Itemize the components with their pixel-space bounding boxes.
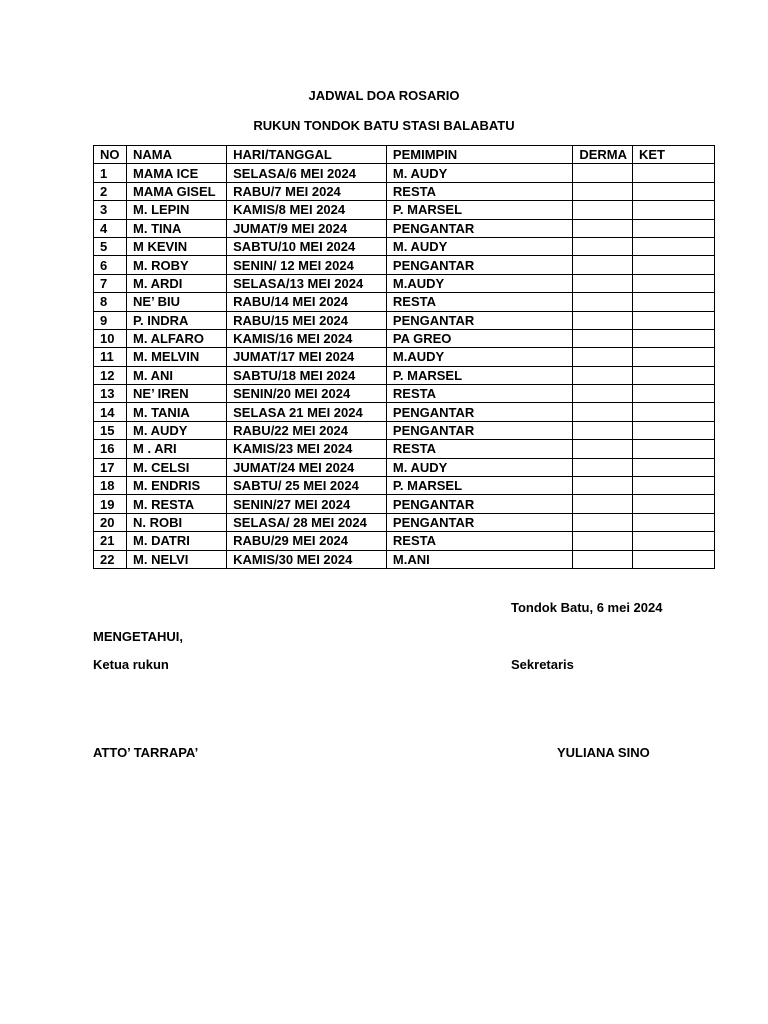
cell-pemimpin: PENGANTAR — [386, 403, 572, 421]
cell-no: 16 — [94, 440, 127, 458]
cell-hari-tanggal: JUMAT/17 MEI 2024 — [227, 348, 387, 366]
left-signatory-name: ATTO’ TARRAPA’ — [93, 745, 199, 760]
place-date: Tondok Batu, 6 mei 2024 — [511, 600, 663, 615]
cell-ket — [632, 385, 714, 403]
cell-no: 22 — [94, 550, 127, 568]
cell-nama: M. RESTA — [127, 495, 227, 513]
cell-no: 12 — [94, 366, 127, 384]
table-row — [94, 293, 715, 311]
cell-ket — [632, 201, 714, 219]
table-row — [94, 403, 715, 421]
cell-ket — [632, 421, 714, 439]
cell-derma — [573, 201, 633, 219]
cell-nama: NE’ IREN — [127, 385, 227, 403]
cell-pemimpin: RESTA — [386, 385, 572, 403]
cell-nama: M. NELVI — [127, 550, 227, 568]
cell-hari-tanggal: JUMAT/9 MEI 2024 — [227, 219, 387, 237]
cell-no: 7 — [94, 274, 127, 292]
column-header-nama: NAMA — [127, 146, 227, 164]
table-row — [94, 550, 715, 568]
table-header-row — [94, 146, 715, 164]
cell-derma — [573, 219, 633, 237]
cell-no: 14 — [94, 403, 127, 421]
cell-nama: M . ARI — [127, 440, 227, 458]
cell-pemimpin: PENGANTAR — [386, 421, 572, 439]
cell-derma — [573, 348, 633, 366]
cell-ket — [632, 256, 714, 274]
cell-no: 2 — [94, 182, 127, 200]
cell-hari-tanggal: RABU/15 MEI 2024 — [227, 311, 387, 329]
cell-hari-tanggal: KAMIS/16 MEI 2024 — [227, 329, 387, 347]
cell-pemimpin: M.ANI — [386, 550, 572, 568]
cell-no: 6 — [94, 256, 127, 274]
cell-pemimpin: RESTA — [386, 182, 572, 200]
cell-pemimpin: M. AUDY — [386, 164, 572, 182]
cell-derma — [573, 329, 633, 347]
cell-hari-tanggal: SENIN/20 MEI 2024 — [227, 385, 387, 403]
cell-nama: M. LEPIN — [127, 201, 227, 219]
cell-pemimpin: PENGANTAR — [386, 311, 572, 329]
cell-hari-tanggal: SELASA/6 MEI 2024 — [227, 164, 387, 182]
cell-ket — [632, 403, 714, 421]
cell-nama: M. DATRI — [127, 532, 227, 550]
table-body — [94, 164, 715, 569]
cell-derma — [573, 513, 633, 531]
cell-derma — [573, 440, 633, 458]
right-signatory-name: YULIANA SINO — [557, 745, 650, 760]
cell-pemimpin: M. AUDY — [386, 458, 572, 476]
cell-hari-tanggal: RABU/22 MEI 2024 — [227, 421, 387, 439]
cell-derma — [573, 293, 633, 311]
cell-derma — [573, 164, 633, 182]
cell-hari-tanggal: SABTU/18 MEI 2024 — [227, 366, 387, 384]
cell-pemimpin: RESTA — [386, 293, 572, 311]
cell-no: 19 — [94, 495, 127, 513]
cell-no: 10 — [94, 329, 127, 347]
table-row — [94, 421, 715, 439]
cell-pemimpin: M.AUDY — [386, 348, 572, 366]
column-header-hari-tanggal: HARI/TANGGAL — [227, 146, 387, 164]
cell-no: 18 — [94, 477, 127, 495]
cell-ket — [632, 164, 714, 182]
cell-no: 3 — [94, 201, 127, 219]
cell-hari-tanggal: KAMIS/30 MEI 2024 — [227, 550, 387, 568]
right-signatory-role: Sekretaris — [511, 657, 574, 672]
cell-pemimpin: PENGANTAR — [386, 513, 572, 531]
cell-derma — [573, 550, 633, 568]
cell-derma — [573, 385, 633, 403]
cell-ket — [632, 348, 714, 366]
cell-no: 8 — [94, 293, 127, 311]
table-row — [94, 164, 715, 182]
cell-nama: M. ALFARO — [127, 329, 227, 347]
cell-nama: NE’ BIU — [127, 293, 227, 311]
cell-derma — [573, 256, 633, 274]
cell-pemimpin: RESTA — [386, 440, 572, 458]
cell-nama: P. INDRA — [127, 311, 227, 329]
cell-pemimpin: PENGANTAR — [386, 495, 572, 513]
column-header-pemimpin: PEMIMPIN — [386, 146, 572, 164]
cell-derma — [573, 532, 633, 550]
cell-nama: M. ROBY — [127, 256, 227, 274]
cell-no: 11 — [94, 348, 127, 366]
table-row — [94, 532, 715, 550]
cell-derma — [573, 274, 633, 292]
left-signatory-role: Ketua rukun — [93, 657, 169, 672]
column-header-no: NO — [94, 146, 127, 164]
cell-hari-tanggal: KAMIS/8 MEI 2024 — [227, 201, 387, 219]
document-title: JADWAL DOA ROSARIO — [308, 88, 460, 103]
cell-nama: MAMA ICE — [127, 164, 227, 182]
cell-pemimpin: P. MARSEL — [386, 201, 572, 219]
table-row — [94, 329, 715, 347]
cell-pemimpin: PENGANTAR — [386, 219, 572, 237]
cell-nama: M. TANIA — [127, 403, 227, 421]
cell-pemimpin: PENGANTAR — [386, 256, 572, 274]
cell-nama: M. AUDY — [127, 421, 227, 439]
cell-hari-tanggal: RABU/14 MEI 2024 — [227, 293, 387, 311]
cell-ket — [632, 366, 714, 384]
cell-ket — [632, 477, 714, 495]
cell-no: 17 — [94, 458, 127, 476]
cell-hari-tanggal: SELASA/13 MEI 2024 — [227, 274, 387, 292]
cell-ket — [632, 329, 714, 347]
cell-hari-tanggal: RABU/7 MEI 2024 — [227, 182, 387, 200]
cell-derma — [573, 421, 633, 439]
cell-pemimpin: RESTA — [386, 532, 572, 550]
cell-hari-tanggal: SABTU/10 MEI 2024 — [227, 237, 387, 255]
cell-ket — [632, 550, 714, 568]
cell-hari-tanggal: JUMAT/24 MEI 2024 — [227, 458, 387, 476]
table-row — [94, 458, 715, 476]
cell-no: 1 — [94, 164, 127, 182]
table-row — [94, 440, 715, 458]
table-row — [94, 201, 715, 219]
table-row — [94, 219, 715, 237]
cell-ket — [632, 311, 714, 329]
cell-derma — [573, 366, 633, 384]
column-header-derma: DERMA — [573, 146, 633, 164]
cell-no: 20 — [94, 513, 127, 531]
cell-ket — [632, 513, 714, 531]
cell-hari-tanggal: SABTU/ 25 MEI 2024 — [227, 477, 387, 495]
cell-ket — [632, 182, 714, 200]
document-subtitle: RUKUN TONDOK BATU STASI BALABATU — [253, 118, 515, 133]
cell-nama: M. TINA — [127, 219, 227, 237]
cell-hari-tanggal: KAMIS/23 MEI 2024 — [227, 440, 387, 458]
schedule-table — [93, 145, 715, 569]
table-row — [94, 274, 715, 292]
table-row — [94, 256, 715, 274]
cell-pemimpin: P. MARSEL — [386, 477, 572, 495]
table-row — [94, 477, 715, 495]
cell-no: 9 — [94, 311, 127, 329]
cell-ket — [632, 440, 714, 458]
cell-no: 15 — [94, 421, 127, 439]
cell-nama: M. ENDRIS — [127, 477, 227, 495]
cell-derma — [573, 182, 633, 200]
cell-hari-tanggal: SENIN/ 12 MEI 2024 — [227, 256, 387, 274]
table-row — [94, 495, 715, 513]
cell-derma — [573, 237, 633, 255]
cell-ket — [632, 274, 714, 292]
cell-hari-tanggal: RABU/29 MEI 2024 — [227, 532, 387, 550]
cell-nama: M KEVIN — [127, 237, 227, 255]
cell-nama: N. ROBI — [127, 513, 227, 531]
cell-pemimpin: M. AUDY — [386, 237, 572, 255]
cell-pemimpin: M.AUDY — [386, 274, 572, 292]
cell-ket — [632, 458, 714, 476]
table-row — [94, 366, 715, 384]
acknowledged-label: MENGETAHUI, — [93, 629, 184, 644]
cell-nama: MAMA GISEL — [127, 182, 227, 200]
cell-nama: M. CELSI — [127, 458, 227, 476]
cell-hari-tanggal: SELASA/ 28 MEI 2024 — [227, 513, 387, 531]
table-row — [94, 385, 715, 403]
cell-nama: M. ANI — [127, 366, 227, 384]
cell-no: 21 — [94, 532, 127, 550]
cell-derma — [573, 458, 633, 476]
cell-nama: M. MELVIN — [127, 348, 227, 366]
column-header-ket: KET — [632, 146, 714, 164]
cell-hari-tanggal: SELASA 21 MEI 2024 — [227, 403, 387, 421]
cell-derma — [573, 477, 633, 495]
cell-derma — [573, 403, 633, 421]
cell-derma — [573, 311, 633, 329]
table-row — [94, 311, 715, 329]
cell-no: 5 — [94, 237, 127, 255]
cell-ket — [632, 219, 714, 237]
table-row — [94, 237, 715, 255]
cell-nama: M. ARDI — [127, 274, 227, 292]
table-row — [94, 513, 715, 531]
cell-ket — [632, 293, 714, 311]
cell-hari-tanggal: SENIN/27 MEI 2024 — [227, 495, 387, 513]
cell-ket — [632, 532, 714, 550]
table-row — [94, 182, 715, 200]
cell-pemimpin: P. MARSEL — [386, 366, 572, 384]
cell-no: 4 — [94, 219, 127, 237]
cell-ket — [632, 495, 714, 513]
cell-pemimpin: PA GREO — [386, 329, 572, 347]
cell-no: 13 — [94, 385, 127, 403]
cell-derma — [573, 495, 633, 513]
cell-ket — [632, 237, 714, 255]
table-row — [94, 348, 715, 366]
